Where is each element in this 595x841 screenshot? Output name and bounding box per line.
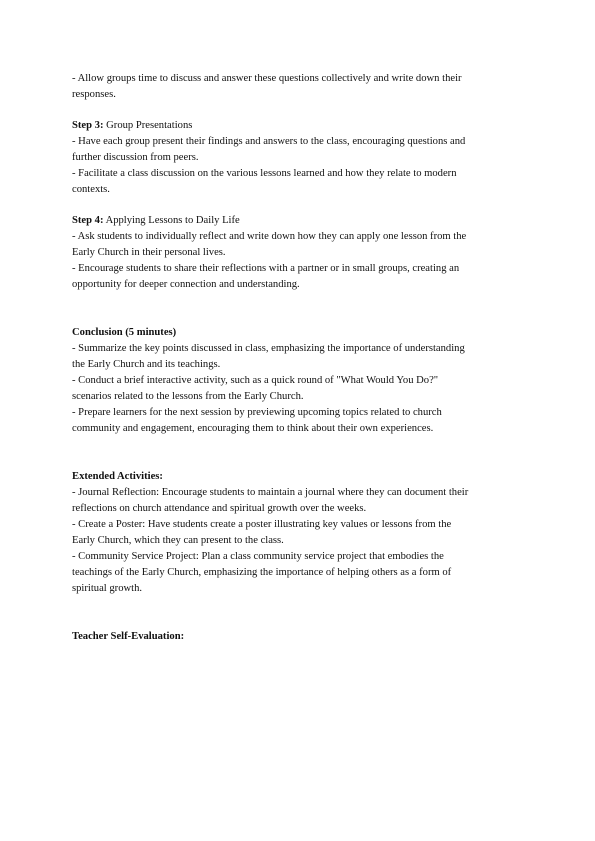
extended-activities-line: - Community Service Project: Plan a class community service project that embodies the [72,551,444,562]
conclusion-line: community and engagement, encouraging them to think about their own experiences. [72,423,434,434]
conclusion-line: the Early Church and its teachings. [72,359,221,370]
step-4-section [72,213,527,293]
step-3-label: Step 3: [72,120,104,131]
conclusion-heading-text: Conclusion (5 minutes) [72,327,177,338]
extended-activities-line: spiritual growth. [72,583,143,594]
step-4-heading [72,213,527,229]
step-4-line: Early Church in their personal lives. [72,247,226,258]
conclusion-line: - Conduct a brief interactive activity, such as a quick round of "What Would You Do?" [72,375,439,386]
step-3-title: Group Presentations [103,120,193,131]
step-3-section [72,118,527,198]
conclusion-line: - Summarize the key points discussed in class, emphasizing the importance of understanding [72,343,465,354]
step-4-label: Step 4: [72,215,104,226]
extended-activities-heading [72,469,527,485]
step-3-line: - Facilitate a class discussion on the various lessons learned and how they relate to modern [72,168,457,179]
step-4-line: - Ask students to individually reflect and write down how they can apply one lesson from the [72,231,467,242]
teacher-self-evaluation-section [72,629,527,645]
extended-activities-line: teachings of the Early Church, emphasizing the importance of helping others as a form of [72,567,452,578]
extended-activities-heading-text: Extended Activities: [72,471,163,482]
teacher-self-evaluation-heading-text: Teacher Self-Evaluation: [72,631,185,642]
extended-activities-line: - Create a Poster: Have students create a poster illustrating key values or lessons from the [72,519,452,530]
conclusion-section [72,325,527,437]
step-4-title: Applying Lessons to Daily Life [103,215,240,226]
conclusion-line: - Prepare learners for the next session by previewing upcoming topics related to church [72,407,442,418]
step-3-line: further discussion from peers. [72,152,199,163]
document-page [72,71,527,645]
conclusion-line: scenarios related to the lessons from the Early Church. [72,391,304,402]
step-4-line: opportunity for deeper connection and understanding. [72,279,300,290]
teacher-self-evaluation-heading [72,629,527,645]
intro-line: - Allow groups time to discuss and answer these questions collectively and write down their [72,73,462,84]
intro-paragraph [72,71,527,103]
conclusion-heading [72,325,527,341]
intro-line: responses. [72,89,116,100]
extended-activities-line: reflections on church attendance and spiritual growth over the weeks. [72,503,367,514]
step-3-line: - Have each group present their findings and answers to the class, encouraging questions and [72,136,466,147]
extended-activities-section [72,469,527,597]
extended-activities-line: Early Church, which they can present to the class. [72,535,284,546]
step-3-heading [72,118,527,134]
extended-activities-line: - Journal Reflection: Encourage students to maintain a journal where they can document their [72,487,469,498]
step-3-line: contexts. [72,184,110,195]
step-4-line: - Encourage students to share their reflections with a partner or in small groups, creating an [72,263,460,274]
